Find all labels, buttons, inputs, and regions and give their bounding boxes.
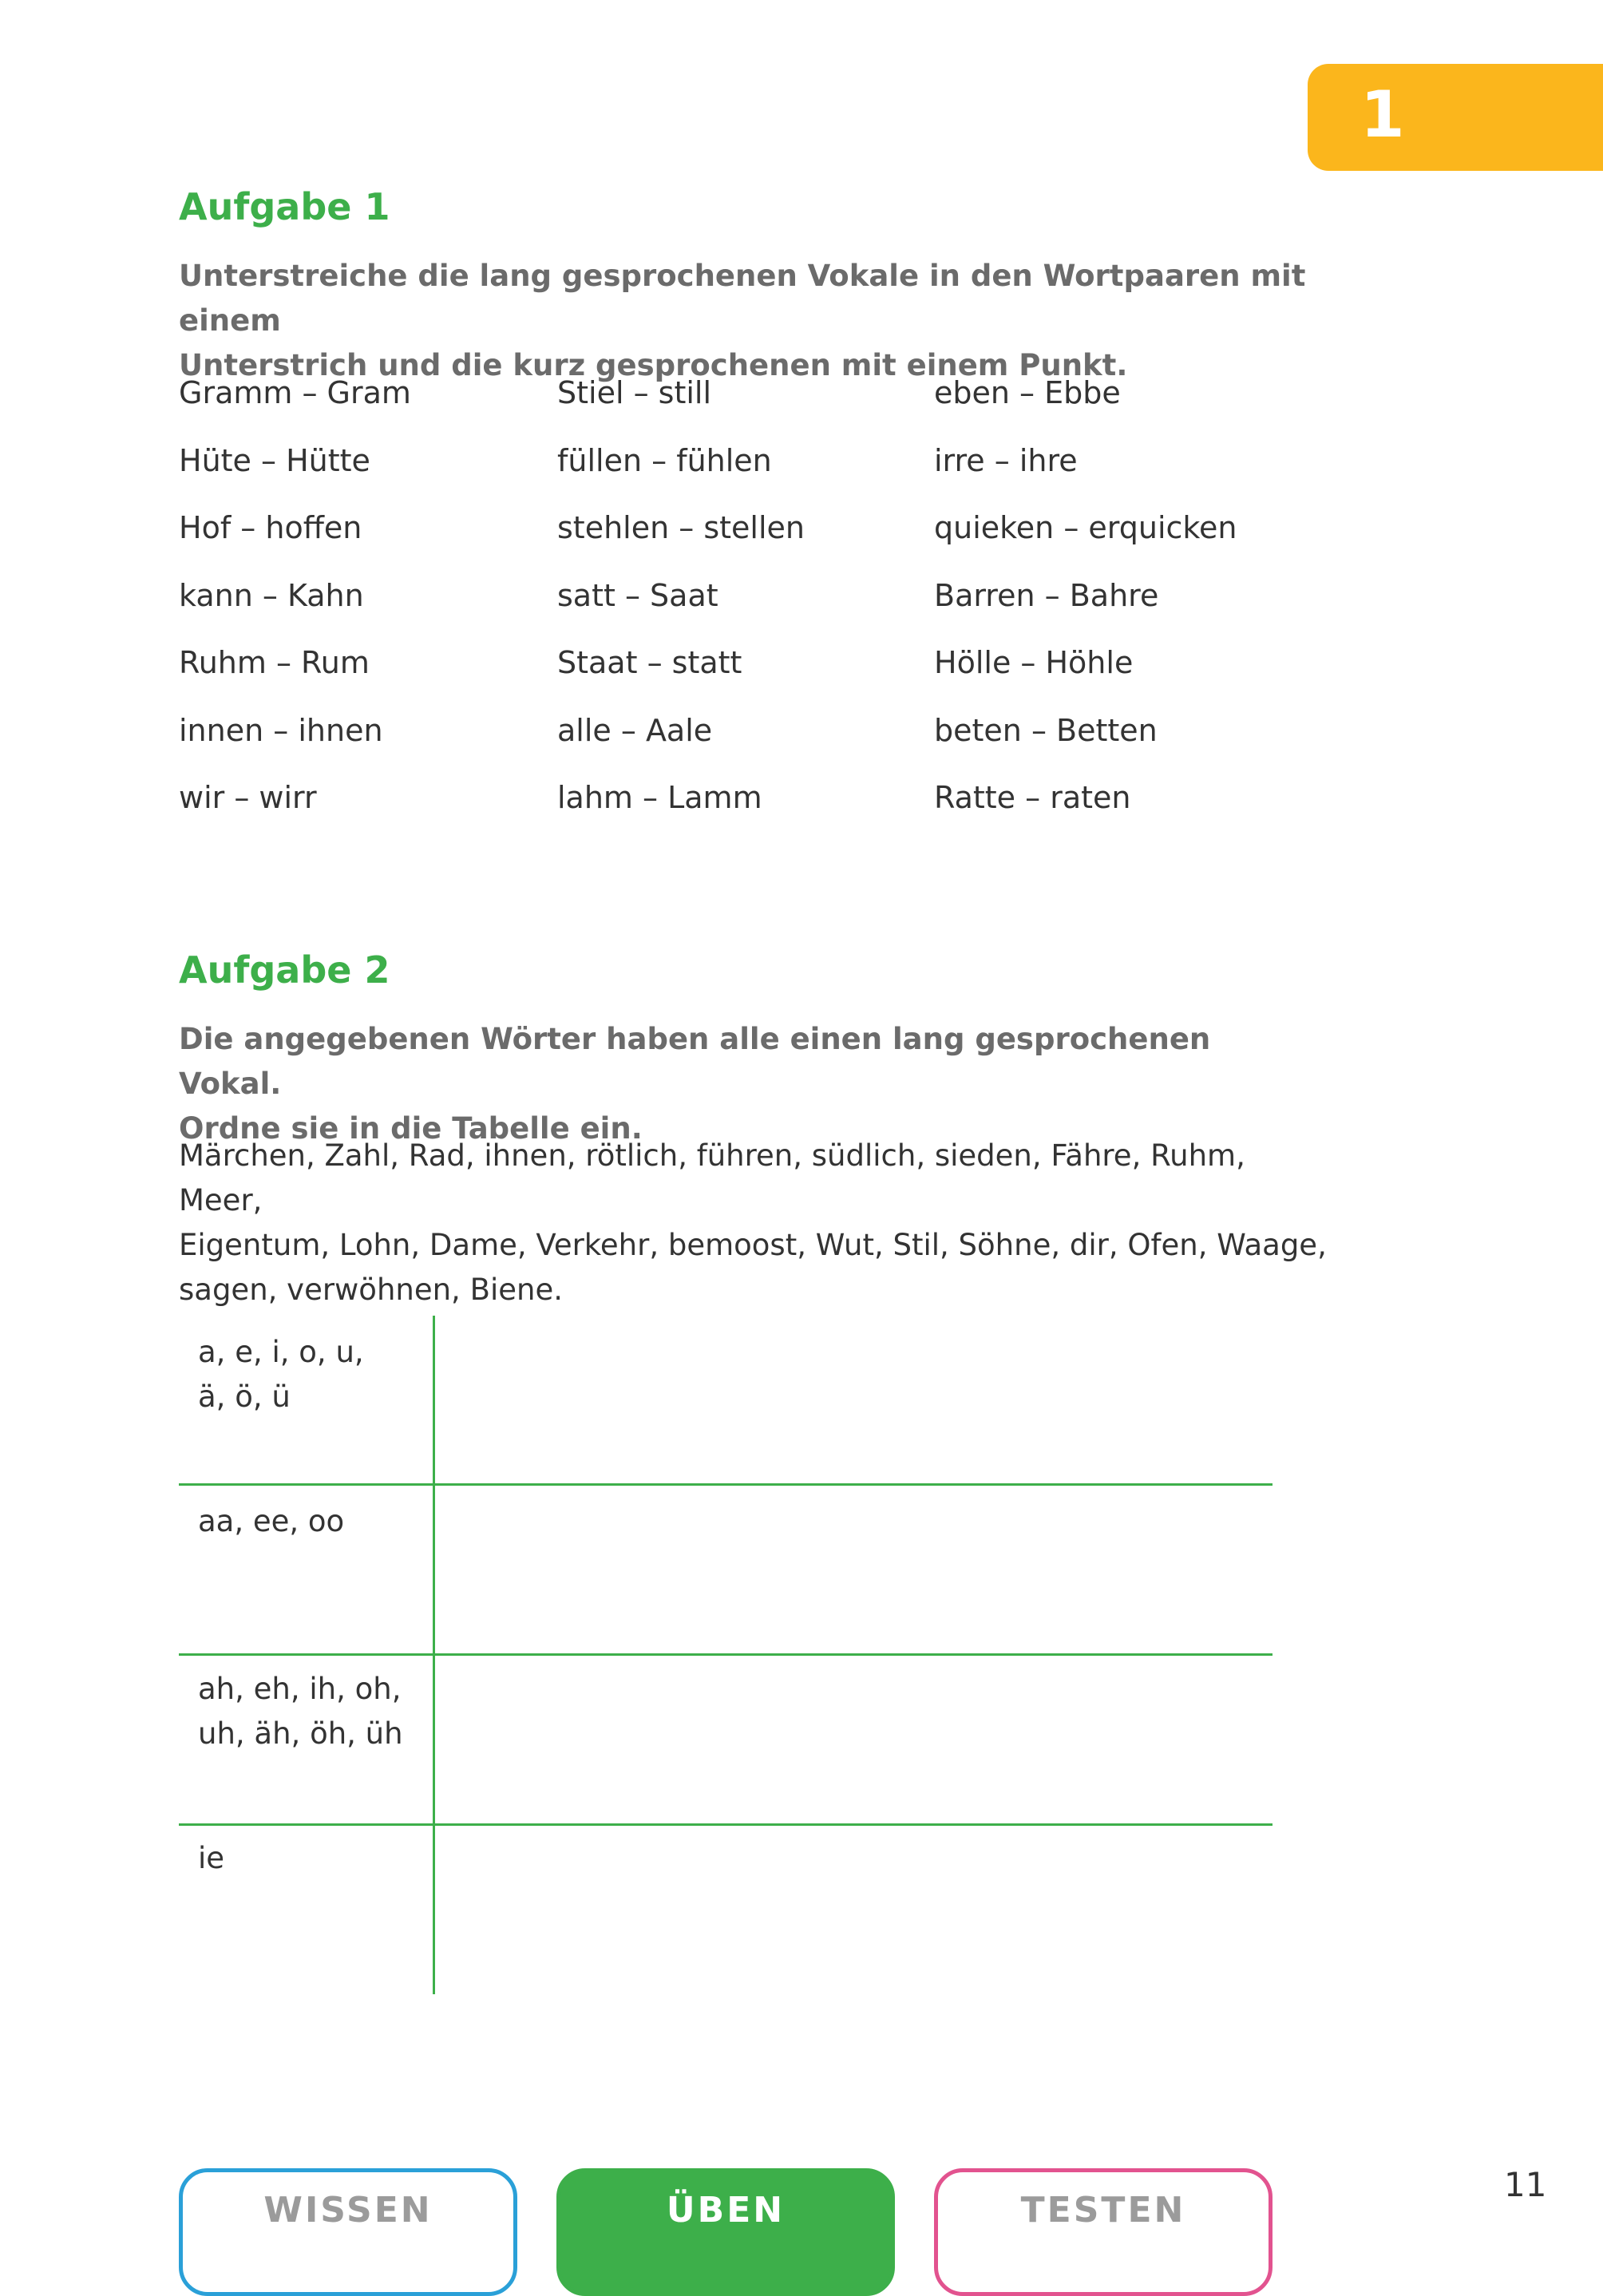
vowel-table (179, 1316, 1273, 1994)
word-pair: innen – ihnen (179, 712, 383, 748)
word-pair: Hölle – Höhle (934, 645, 1134, 680)
word-pair: alle – Aale (557, 712, 713, 748)
table-row-label-line: ie (198, 1841, 225, 1875)
word-pair: quieken – erquicken (934, 510, 1237, 545)
word-pair: eben – Ebbe (934, 375, 1121, 410)
table-row-divider (179, 1483, 1273, 1486)
word-pair: Barren – Bahre (934, 577, 1159, 613)
table-row-divider (179, 1653, 1273, 1656)
task1-instruction-line1: Unterstreiche die lang gesprochenen Vokale in den Wortpaaren mit einem (179, 259, 1306, 338)
word-pair: lahm – Lamm (557, 780, 762, 815)
word-pair: Hof – hoffen (179, 510, 362, 545)
ueben-button-label: ÜBEN (666, 2190, 786, 2231)
task1-heading: Aufgabe 1 (179, 185, 390, 228)
word-list-line1: Märchen, Zahl, Rad, ihnen, rötlich, führen, südlich, sieden, Fähre, Ruhm, Meer, (179, 1138, 1245, 1217)
table-row-label (198, 1836, 224, 1881)
word-pair: beten – Betten (934, 712, 1158, 748)
word-pair: Staat – statt (557, 645, 742, 680)
word-pair: stehlen – stellen (557, 510, 805, 545)
word-pair: Ruhm – Rum (179, 645, 370, 680)
table-row-label (198, 1499, 344, 1544)
word-pair: wir – wirr (179, 780, 317, 815)
table-row-label (198, 1330, 364, 1419)
chapter-tab (1308, 64, 1603, 171)
answer-cell[interactable] (437, 1827, 1273, 1994)
word-pairs-column-1 (179, 367, 411, 840)
chapter-number: 1 (1360, 77, 1405, 152)
word-pair: füllen – fühlen (557, 442, 772, 478)
word-list-line3: sagen, verwöhnen, Biene. (179, 1273, 563, 1307)
word-pair: satt – Saat (557, 577, 718, 613)
word-pair: kann – Kahn (179, 577, 364, 613)
table-row-label-line: uh, äh, öh, üh (198, 1716, 403, 1751)
word-list (179, 1134, 1328, 1312)
table-row-divider (179, 1823, 1273, 1826)
answer-cell[interactable] (437, 1657, 1273, 1822)
task1-instruction-line2: Unterstrich und die kurz gesprochenen mit einem Punkt. (179, 348, 1128, 382)
word-pairs-column-3 (934, 367, 1237, 840)
table-row-label-line: aa, ee, oo (198, 1504, 345, 1538)
testen-button[interactable] (934, 2168, 1273, 2296)
wissen-button[interactable] (179, 2168, 517, 2296)
task2-instruction (179, 1017, 1312, 1151)
word-pair: Hüte – Hütte (179, 442, 370, 478)
wissen-button-label: WISSEN (263, 2190, 433, 2231)
word-list-line2: Eigentum, Lohn, Dame, Verkehr, bemoost, Wut, Stil, Söhne, dir, Ofen, Waage, (179, 1228, 1327, 1262)
word-pair: irre – ihre (934, 442, 1078, 478)
table-row-label-line: ah, eh, ih, oh, (198, 1672, 402, 1706)
answer-cell[interactable] (437, 1486, 1273, 1652)
page-number: 11 (1504, 2165, 1547, 2204)
answer-cell[interactable] (437, 1316, 1273, 1482)
table-row-label (198, 1667, 403, 1756)
testen-button-label: TESTEN (1020, 2190, 1186, 2231)
word-pairs-column-2 (557, 367, 805, 840)
ueben-button[interactable] (556, 2168, 895, 2296)
word-pair: Stiel – still (557, 375, 712, 410)
table-row-label-line: ä, ö, ü (198, 1380, 291, 1414)
table-row-label-line: a, e, i, o, u, (198, 1335, 364, 1369)
task2-instruction-line1: Die angegebenen Wörter haben alle einen lang gesprochenen Vokal. (179, 1022, 1211, 1101)
word-pair: Gramm – Gram (179, 375, 411, 410)
task2-heading: Aufgabe 2 (179, 948, 390, 992)
word-pair: Ratte – raten (934, 780, 1131, 815)
task2-instruction-line2: Ordne sie in die Tabelle ein. (179, 1111, 643, 1146)
